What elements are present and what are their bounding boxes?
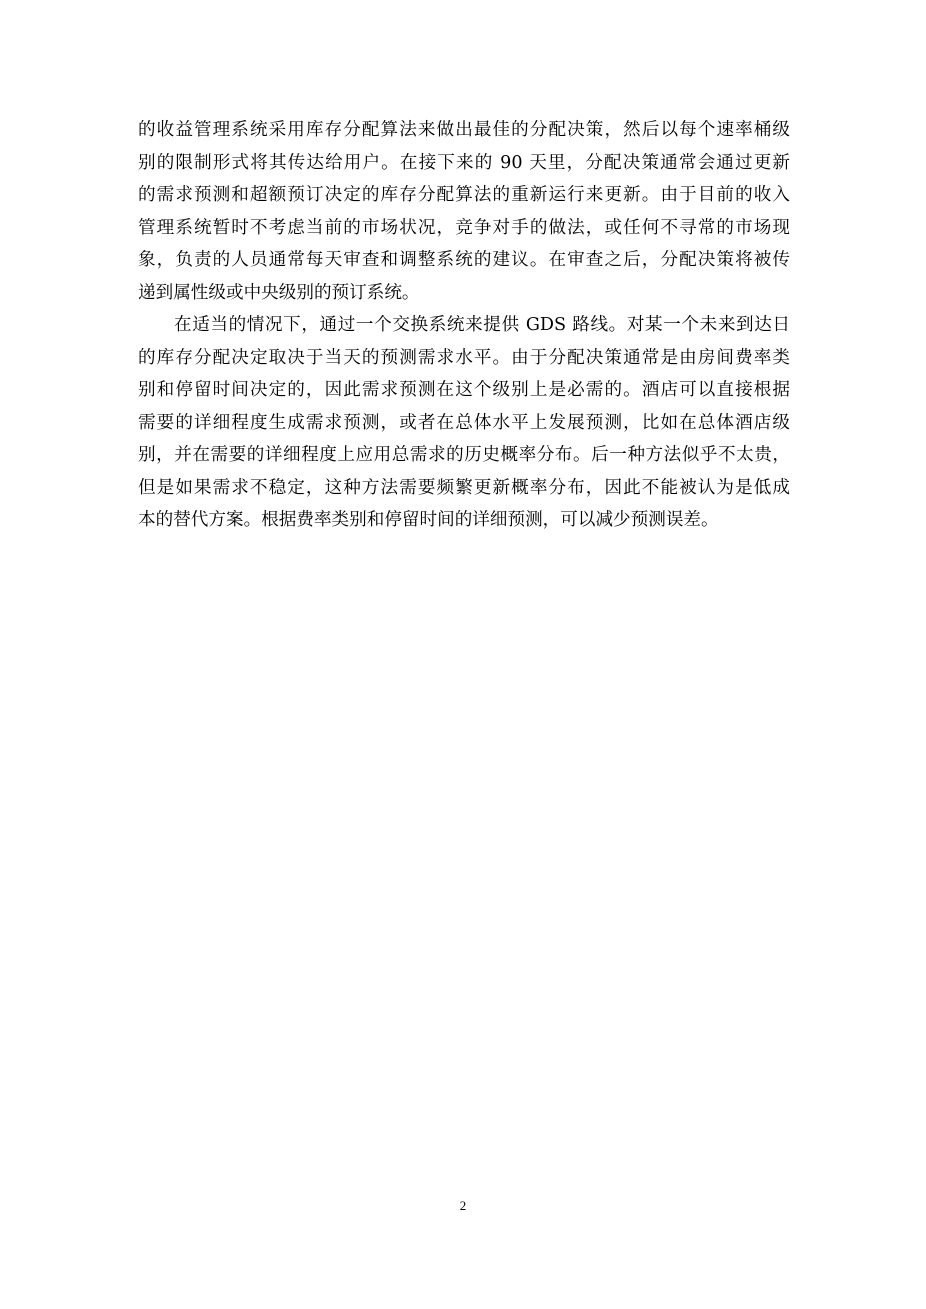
text-line: 象，负责的人员通常每天审查和调整系统的建议。在审查之后，分配决策将被传: [138, 250, 790, 270]
text-line: 的库存分配决定取决于当天的预测需求水平。由于分配决策通常是由房间费率类: [138, 347, 790, 368]
text-line: 但是如果需求不稳定，这种方法需要频繁更新概率分布，因此不能被认为是低成: [138, 477, 790, 498]
text-line: 的收益管理系统采用库存分配算法来做出最佳的分配决策，然后以每个速率桶级: [138, 120, 790, 140]
text-line: 本的替代方案。根据费率类别和停留时间的详细预测，可以减少预测误差。: [138, 510, 719, 530]
paragraph-2: [138, 309, 790, 537]
text-line: 在适当的情况下，通过一个交换系统来提供 GDS 路线。对某一个未来到达日: [174, 315, 790, 335]
document-body: [138, 114, 790, 537]
text-line: 需要的详细程度生成需求预测，或者在总体水平上发展预测，比如在总体酒店级: [138, 412, 790, 433]
text-line: 别的限制形式将其传达给用户。在接下来的 90 天里，分配决策通常会通过更新: [138, 152, 790, 173]
text-line: 管理系统暂时不考虑当前的市场状况，竞争对手的做法，或任何不寻常的市场现: [138, 217, 790, 238]
text-line: 递到属性级或中央级别的预订系统。: [138, 282, 420, 303]
text-line: 的需求预测和超额预订决定的库存分配算法的重新运行来更新。由于目前的收入: [138, 185, 790, 205]
paragraph-1: [138, 114, 790, 309]
page-number: 2: [459, 1198, 467, 1213]
text-line: 别和停留时间决定的，因此需求预测在这个级别上是必需的。酒店可以直接根据: [138, 380, 790, 400]
text-line: 别，并在需要的详细程度上应用总需求的历史概率分布。后一种方法似乎不太贵，: [138, 445, 790, 465]
